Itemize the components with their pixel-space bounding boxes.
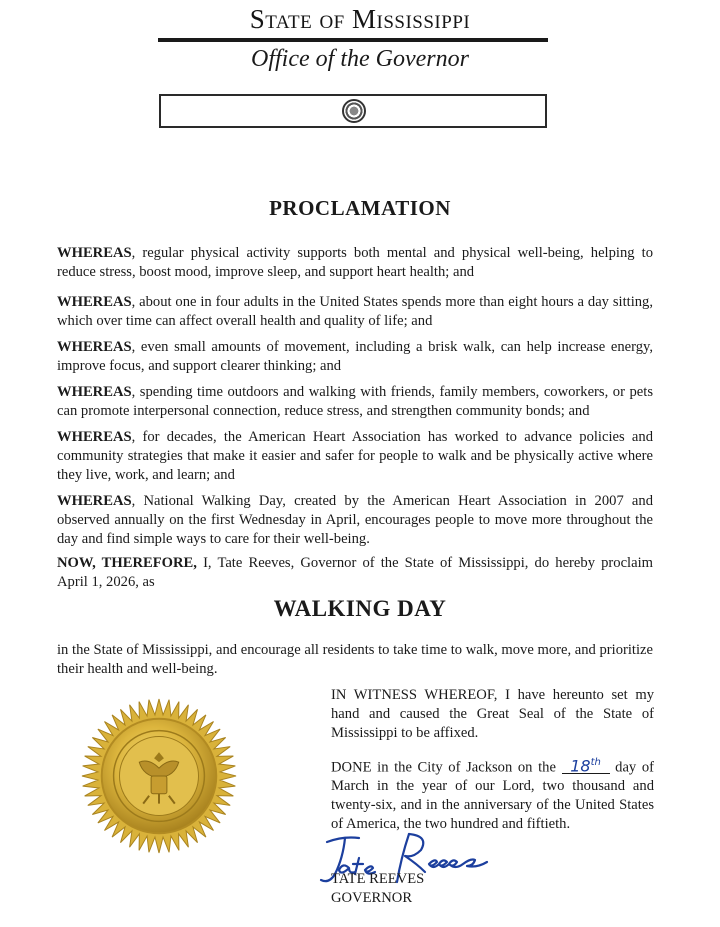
closing-paragraph: in the State of Mississippi, and encourage all residents to take time to walk, move more, and prioritize their health and well-being. <box>57 642 653 677</box>
letterhead-seal-box <box>159 94 547 128</box>
great-seal-icon <box>80 697 238 855</box>
done-paragraph: DONE in the City of Jackson on the 18th day of March in the year of our Lord, two thousand and twenty-six, and in the anniversary of the United States of America, the two hundred and fiftieth. <box>331 756 654 833</box>
whereas-paragraph-5: WHEREAS, for decades, the American Heart Association has worked to advance policies and community strategies that make it easier and safer for people to walk and be physically active where they live, work, and learn; and <box>57 429 653 483</box>
signer-title: GOVERNOR <box>331 890 413 906</box>
handwritten-day: 18th <box>562 755 610 774</box>
whereas-paragraph-1: WHEREAS, regular physical activity supports both mental and physical well-being, helping to reduce stress, boost mood, improve sleep, and support heart health; and <box>57 245 653 280</box>
whereas-paragraph-6: WHEREAS, National Walking Day, created by the American Heart Association in 2007 and observed annually on the first Wednesday in April, encourages people to move more throughout the day and find simple ways to care for their well-being. <box>57 493 653 547</box>
letterhead-rule <box>158 38 548 42</box>
signer-name: TATE REEVES <box>331 871 425 887</box>
proclamation-heading: PROCLAMATION <box>269 196 451 220</box>
witness-paragraph: IN WITNESS WHEREOF, I have hereunto set my hand and caused the Great Seal of the State of Mississippi to be affixed. <box>331 687 654 741</box>
letterhead-state: State of Mississippi <box>249 4 471 34</box>
proclaimed-day-heading: WALKING DAY <box>273 596 447 621</box>
whereas-paragraph-2: WHEREAS, about one in four adults in the United States spends more than eight hours a day sitting, which over time can affect overall health and quality of life; and <box>57 294 653 329</box>
state-seal-icon <box>342 99 366 123</box>
whereas-paragraph-4: WHEREAS, spending time outdoors and walking with friends, family members, coworkers, or pets can promote interpersonal connection, reduce stress, and strengthen community bonds; and <box>57 384 653 419</box>
whereas-paragraph-3: WHEREAS, even small amounts of movement, including a brisk walk, can help increase energy, improve focus, and support clearer thinking; and <box>57 339 653 374</box>
therefore-paragraph: NOW, THEREFORE, I, Tate Reeves, Governor of the State of Mississippi, do hereby proclaim April 1, 2026, as <box>57 555 653 590</box>
letterhead-office: Office of the Governor <box>251 46 469 72</box>
